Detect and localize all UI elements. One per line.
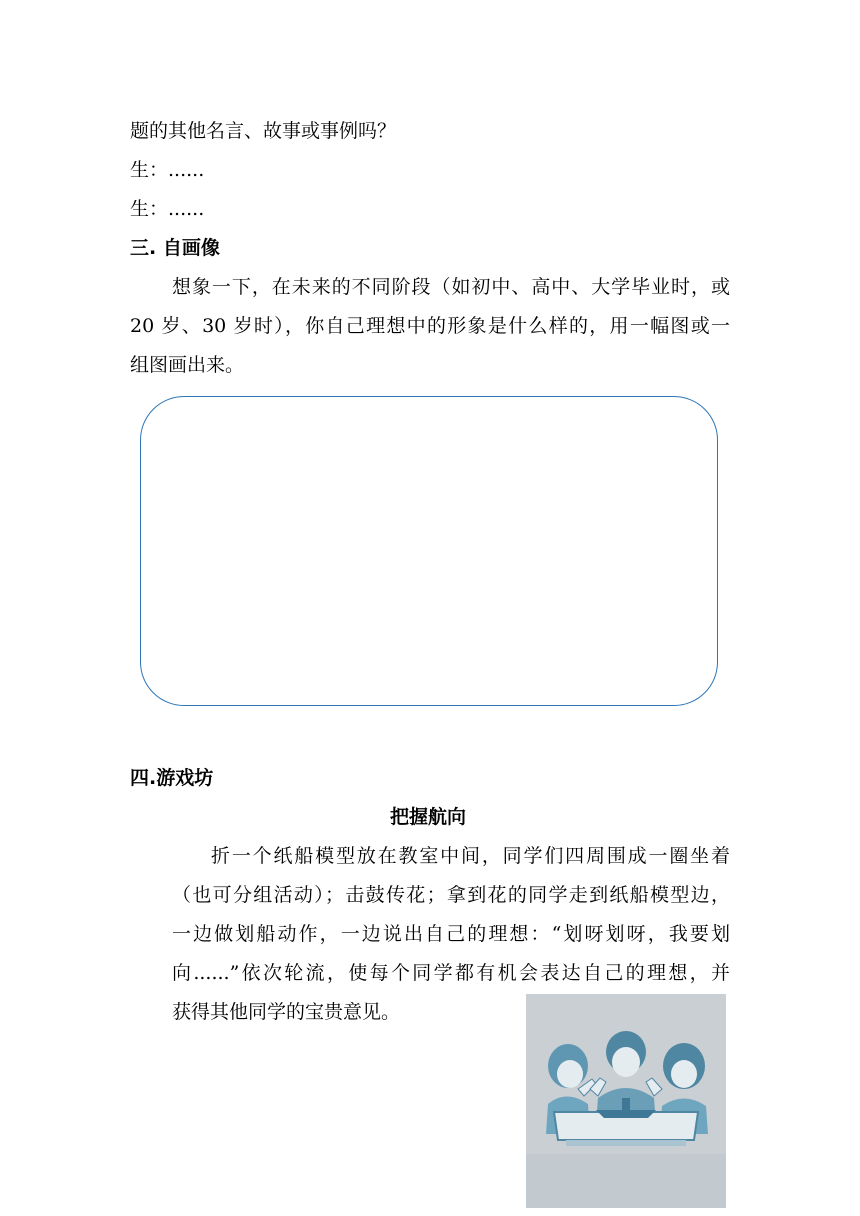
drawing-area-box[interactable] — [140, 396, 718, 706]
section-3-para-line-3: 组图画出来。 — [130, 354, 245, 376]
student-answer-1: 生：...... — [130, 159, 205, 181]
section-3-para-line-2: 20 岁、30 岁时），你自己理想中的形象是什么样的，用一幅图或一 — [130, 315, 730, 337]
section-4-para-line-2: （也可分组活动）；击鼓传花；拿到花的同学走到纸船模型边， — [172, 884, 730, 906]
section-4-para-line-4: 向......”依次轮流，使每个同学都有机会表达自己的理想，并 — [172, 962, 730, 984]
section-4-para-line-3: 一边做划船动作，一边说出自己的理想：“划呀划呀，我要划 — [172, 923, 730, 945]
game-title: 把握航向 — [390, 806, 467, 828]
section-3-heading: 三. 自画像 — [130, 237, 220, 259]
section-4-heading: 四.游戏坊 — [130, 767, 214, 789]
student-answer-2: 生：...... — [130, 198, 205, 220]
children-boat-illustration — [526, 994, 726, 1208]
children-around-paper-boat-icon — [526, 994, 726, 1208]
question-line: 题的其他名言、故事或事例吗？ — [130, 120, 397, 142]
section-4-para-line-1: 折一个纸船模型放在教室中间，同学们四周围成一圈坐着 — [211, 845, 730, 867]
section-4-para-line-5: 获得其他同学的宝贵意见。 — [172, 1001, 401, 1023]
section-3-para-line-1: 想象一下，在未来的不同阶段（如初中、高中、大学毕业时，或 — [172, 276, 730, 298]
